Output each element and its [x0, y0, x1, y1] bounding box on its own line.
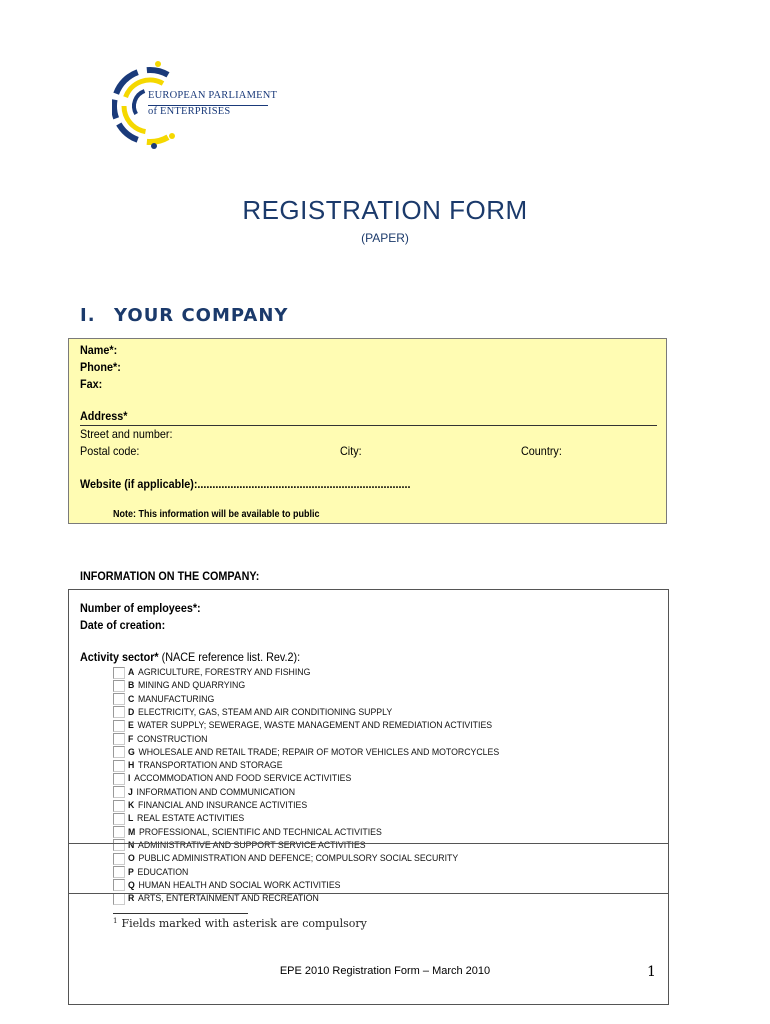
sector-item-c[interactable]: [113, 693, 222, 706]
sector-label: PUBLIC ADMINISTRATION AND DEFENCE; COMPULSORY SOCIAL SECURITY: [138, 853, 459, 865]
sector-checkbox[interactable]: [113, 680, 125, 692]
city-field-label[interactable]: City:: [340, 444, 362, 458]
sector-label: ARTS, ENTERTAINMENT AND RECREATION: [138, 893, 319, 905]
sector-text: [128, 734, 207, 745]
sector-label: WATER SUPPLY; SEWERAGE, WASTE MANAGEMENT AND REMEDIATION ACTIVITIES: [137, 720, 493, 732]
logo-arc: [147, 70, 168, 75]
sector-text: [128, 667, 310, 678]
sector-item-l[interactable]: [113, 812, 254, 825]
sector-code: H: [128, 760, 135, 772]
sector-label: HUMAN HEALTH AND SOCIAL WORK ACTIVITIES: [138, 879, 341, 891]
sector-code: I: [128, 773, 131, 785]
sector-item-i[interactable]: [113, 772, 371, 785]
sector-code: G: [128, 746, 135, 758]
sector-code: J: [128, 786, 133, 798]
sector-label: EDUCATION: [137, 866, 189, 878]
footnote-rule: [113, 913, 248, 914]
page-footer: EPE 2010 Registration Form – March 2010: [279, 965, 491, 977]
sector-code: C: [128, 693, 135, 705]
sector-item-b[interactable]: [113, 679, 255, 692]
sector-text: [128, 760, 283, 771]
logo-dot: [155, 61, 161, 67]
sector-code: A: [128, 667, 135, 678]
sector-item-r[interactable]: [113, 892, 335, 905]
logo-line2: of ENTERPRISES: [148, 106, 231, 117]
sector-item-e[interactable]: [113, 719, 524, 732]
footnote-text: Fields marked with asterisk are compulsory: [121, 917, 367, 930]
sector-label: REAL ESTATE ACTIVITIES: [137, 813, 245, 825]
sector-code: Q: [128, 879, 135, 891]
public-info-note: Note: This information will be available to public: [113, 509, 320, 520]
sector-label: ELECTRICITY, GAS, STEAM AND AIR CONDITIONING SUPPLY: [138, 706, 393, 718]
sector-checkbox[interactable]: [113, 786, 125, 798]
street-field-label[interactable]: Street and number:: [80, 427, 173, 441]
sector-checkbox[interactable]: [113, 693, 125, 705]
sector-item-f[interactable]: [113, 733, 214, 746]
sector-item-a[interactable]: [113, 666, 326, 679]
logo-arc: [147, 137, 168, 142]
sector-item-k[interactable]: [113, 799, 323, 812]
sector-checkbox[interactable]: [113, 746, 125, 758]
country-field-label[interactable]: Country:: [521, 444, 562, 458]
company-info-heading: INFORMATION ON THE COMPANY:: [80, 569, 260, 583]
sector-code: E: [128, 720, 134, 732]
page-subtitle: (PAPER): [361, 231, 409, 245]
sector-checkbox[interactable]: [113, 813, 125, 825]
sector-item-g[interactable]: [113, 746, 531, 759]
sector-label: PROFESSIONAL, SCIENTIFIC AND TECHNICAL ACTIVITIES: [138, 826, 382, 838]
logo-dot: [151, 143, 157, 149]
activity-sector-label: [80, 650, 300, 664]
sector-checkbox[interactable]: [113, 893, 125, 905]
sector-code: D: [128, 706, 135, 718]
sector-item-j[interactable]: [113, 786, 310, 799]
sector-label: FINANCIAL AND INSURANCE ACTIVITIES: [138, 800, 308, 811]
employees-field-label[interactable]: Number of employees*:: [80, 601, 201, 615]
sector-code: F: [128, 733, 134, 745]
sector-code: P: [128, 866, 134, 878]
page-title: REGISTRATION FORM: [242, 195, 528, 225]
sector-label: WHOLESALE AND RETAIL TRADE; REPAIR OF MOTOR VEHICLES AND MOTORCYCLES: [138, 746, 500, 758]
footnote-marker: 1: [113, 917, 118, 925]
sector-label: ACCOMMODATION AND FOOD SERVICE ACTIVITIES: [134, 773, 352, 785]
sector-label: INFORMATION AND COMMUNICATION: [136, 786, 296, 798]
sector-checkbox[interactable]: [113, 733, 125, 745]
sector-code: L: [128, 813, 134, 825]
fax-field-label[interactable]: Fax:: [80, 377, 103, 391]
sector-text: [128, 680, 245, 691]
activity-sector-label-rest: (NACE reference list. Rev.2):: [158, 650, 301, 664]
activity-sector-label-bold: Activity sector*: [80, 650, 159, 664]
sector-checkbox[interactable]: [113, 760, 125, 772]
sector-code: O: [128, 853, 135, 865]
sector-text: [128, 720, 492, 731]
sector-checkbox[interactable]: [113, 706, 125, 718]
creation-date-field-label[interactable]: Date of creation:: [80, 618, 166, 632]
sector-code: M: [128, 826, 136, 838]
section-title: YOUR COMPANY: [114, 305, 289, 326]
footnote: [113, 917, 367, 930]
sector-text: [128, 787, 295, 798]
postal-code-field-label[interactable]: Postal code:: [80, 444, 140, 458]
overlay-frame: [68, 843, 669, 894]
logo-line1: EUROPEAN PARLIAMENT: [148, 90, 278, 101]
sector-checkbox[interactable]: [113, 826, 125, 838]
logo-dot: [169, 133, 175, 139]
section-heading: [80, 305, 288, 326]
address-label: Address*: [80, 409, 128, 423]
sector-code: N: [128, 839, 135, 851]
sector-item-d[interactable]: [113, 706, 415, 719]
sector-label: MINING AND QUARRYING: [138, 680, 246, 692]
sector-text: [128, 773, 351, 784]
section-number: I.: [80, 305, 96, 326]
sector-text: [128, 694, 214, 705]
sector-code: R: [128, 893, 135, 905]
sector-item-h[interactable]: [113, 759, 296, 772]
sector-checkbox[interactable]: [113, 667, 125, 679]
sector-text: [128, 707, 392, 718]
sector-label: AGRICULTURE, FORESTRY AND FISHING: [138, 667, 311, 678]
page-number: 1: [647, 964, 656, 980]
sector-text: [128, 800, 307, 811]
sector-label: ADMINISTRATIVE AND SUPPORT SERVICE ACTIVITIES: [138, 839, 366, 851]
sector-text: [128, 893, 319, 904]
website-field-label[interactable]: Website (if applicable):.......................................................................: [80, 477, 411, 491]
name-field-label[interactable]: Name*:: [80, 343, 118, 357]
sector-text: [128, 827, 382, 838]
sector-label: MANUFACTURING: [138, 693, 215, 705]
sector-label: TRANSPORTATION AND STORAGE: [138, 760, 283, 772]
logo-arc: [134, 91, 145, 114]
sector-checkbox[interactable]: [113, 773, 125, 785]
sector-text: [128, 813, 244, 824]
sector-code: B: [128, 680, 135, 692]
phone-field-label[interactable]: Phone*:: [80, 360, 121, 374]
sector-checkbox[interactable]: [113, 720, 125, 732]
sector-text: [128, 747, 499, 758]
address-divider: [80, 425, 657, 426]
logo-arc: [114, 100, 116, 119]
sector-item-m[interactable]: [113, 826, 404, 839]
sector-code: K: [128, 800, 135, 811]
sector-checkbox[interactable]: [113, 800, 125, 812]
sector-label: CONSTRUCTION: [137, 733, 208, 745]
